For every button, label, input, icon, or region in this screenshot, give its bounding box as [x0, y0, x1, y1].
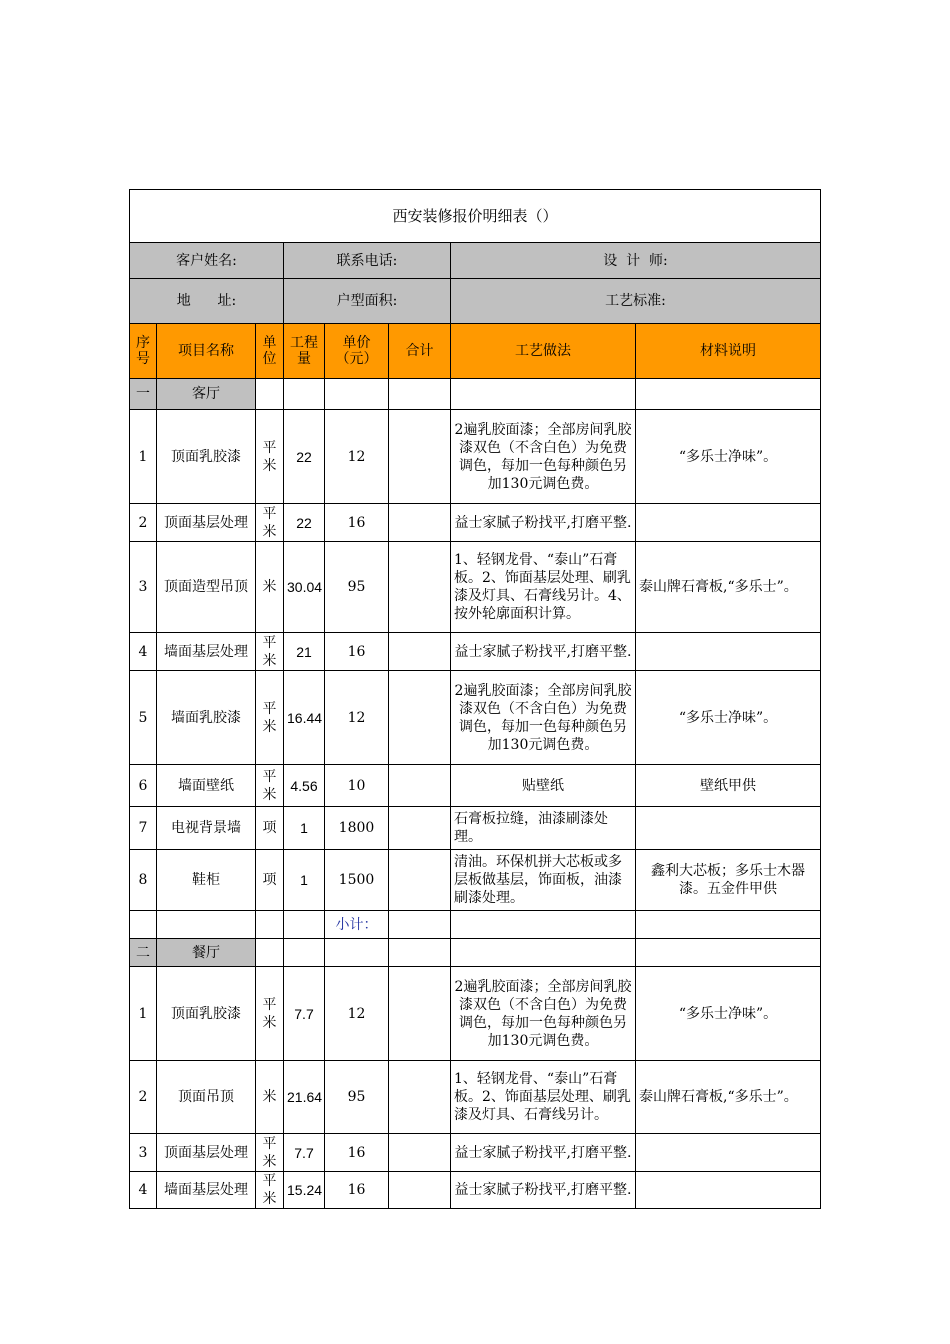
- table-cell: 平米: [256, 504, 284, 542]
- table-cell: [389, 410, 451, 504]
- table-cell: 米: [256, 542, 284, 633]
- table-cell: 平米: [256, 410, 284, 504]
- table-cell: 平米: [256, 671, 284, 765]
- table-cell: [389, 542, 451, 633]
- empty-cell: [284, 911, 325, 939]
- table-cell: 8: [130, 850, 157, 911]
- table-cell: 1: [284, 807, 325, 850]
- table-cell: 米: [256, 1061, 284, 1134]
- empty-cell: [389, 939, 451, 967]
- table-cell: 平米: [256, 765, 284, 807]
- subtotal-label: 小计：: [325, 911, 389, 939]
- table-cell: 15.24: [284, 1172, 325, 1209]
- table-cell: 1: [284, 850, 325, 911]
- table-cell: 16: [325, 633, 389, 671]
- table-cell: [389, 850, 451, 911]
- empty-cell: [636, 379, 821, 410]
- table-cell: 7.7: [284, 1134, 325, 1172]
- table-cell: 平米: [256, 967, 284, 1061]
- table-cell: 10: [325, 765, 389, 807]
- table-cell: [389, 765, 451, 807]
- table-cell: 益士家腻子粉找平,打磨平整.: [451, 1134, 636, 1172]
- empty-cell: [157, 911, 256, 939]
- empty-cell: [636, 939, 821, 967]
- table-cell: 泰山牌石膏板,“多乐士”。: [636, 542, 821, 633]
- table-cell: 1: [130, 967, 157, 1061]
- table-cell: “多乐士净味”。: [636, 410, 821, 504]
- table-cell: 泰山牌石膏板,“多乐士”。: [636, 1061, 821, 1134]
- table-cell: 6: [130, 765, 157, 807]
- table-row: [130, 1061, 821, 1134]
- section-name: 餐厅: [157, 939, 256, 967]
- table-cell: 7: [130, 807, 157, 850]
- table-row: [130, 410, 821, 504]
- header-name: 项目名称: [157, 324, 256, 379]
- table-title: 西安装修报价明细表（）: [130, 190, 821, 243]
- empty-cell: [389, 911, 451, 939]
- header-seq: 序号: [130, 324, 157, 379]
- table-cell: 12: [325, 967, 389, 1061]
- table-cell: [636, 807, 821, 850]
- table-cell: 石膏板拉缝，油漆刷漆处理。: [451, 807, 636, 850]
- table-cell: 16: [325, 1134, 389, 1172]
- table-cell: 16.44: [284, 671, 325, 765]
- table-cell: 95: [325, 1061, 389, 1134]
- table-row: [130, 1134, 821, 1172]
- table-cell: 95: [325, 542, 389, 633]
- table-cell: 2遍乳胶面漆；全部房间乳胶漆双色（不含白色）为免费调色，每加一色每种颜色另加130元调色费。: [451, 410, 636, 504]
- table-cell: [636, 504, 821, 542]
- table-cell: 4: [130, 633, 157, 671]
- table-row: [130, 765, 821, 807]
- table-cell: 12: [325, 671, 389, 765]
- table-cell: 顶面乳胶漆: [157, 967, 256, 1061]
- header-price: 单价（元）: [325, 324, 389, 379]
- table-cell: “多乐士净味”。: [636, 967, 821, 1061]
- table-cell: 顶面吊顶: [157, 1061, 256, 1134]
- quote-table: [129, 189, 821, 1209]
- table-cell: 3: [130, 542, 157, 633]
- table-cell: 1、轻钢龙骨、“泰山”石膏板。2、饰面基层处理、刷乳漆及灯具、石膏线另计。4、按外轮廓面积计算。: [451, 542, 636, 633]
- table-row: [130, 967, 821, 1061]
- empty-cell: [451, 939, 636, 967]
- table-cell: 1500: [325, 850, 389, 911]
- empty-cell: [284, 379, 325, 410]
- header-unit: 单位: [256, 324, 284, 379]
- table-cell: 22: [284, 504, 325, 542]
- table-row: [130, 633, 821, 671]
- table-cell: 益士家腻子粉找平,打磨平整.: [451, 633, 636, 671]
- table-cell: 5: [130, 671, 157, 765]
- header-material: 材料说明: [636, 324, 821, 379]
- empty-cell: [130, 911, 157, 939]
- empty-cell: [389, 379, 451, 410]
- table-cell: 项: [256, 807, 284, 850]
- section-name: 客厅: [157, 379, 256, 410]
- table-cell: 贴壁纸: [451, 765, 636, 807]
- table-cell: [389, 671, 451, 765]
- area-label: 户型面积:: [284, 279, 451, 324]
- table-cell: 清油。环保机拼大芯板或多层板做基层，饰面板，油漆刷漆处理。: [451, 850, 636, 911]
- table-cell: 益士家腻子粉找平,打磨平整.: [451, 504, 636, 542]
- table-row: [130, 542, 821, 633]
- table-cell: 1、轻钢龙骨、“泰山”石膏板。2、饰面基层处理、刷乳漆及灯具、石膏线另计。: [451, 1061, 636, 1134]
- table-cell: 21: [284, 633, 325, 671]
- standard-label: 工艺标准:: [451, 279, 821, 324]
- empty-cell: [325, 379, 389, 410]
- table-cell: “多乐士净味”。: [636, 671, 821, 765]
- header-craft: 工艺做法: [451, 324, 636, 379]
- table-cell: [389, 967, 451, 1061]
- empty-cell: [256, 911, 284, 939]
- table-cell: 2: [130, 504, 157, 542]
- table-cell: [389, 1061, 451, 1134]
- table-cell: 30.04: [284, 542, 325, 633]
- table-cell: 壁纸甲供: [636, 765, 821, 807]
- table-cell: 平米: [256, 633, 284, 671]
- designer-label: 设 计 师:: [451, 243, 821, 279]
- table-cell: 墙面基层处理: [157, 633, 256, 671]
- table-cell: 22: [284, 410, 325, 504]
- table-cell: 墙面乳胶漆: [157, 671, 256, 765]
- table-cell: [636, 1172, 821, 1209]
- section-index: 二: [130, 939, 157, 967]
- table-cell: 顶面基层处理: [157, 504, 256, 542]
- table-cell: 4.56: [284, 765, 325, 807]
- table-cell: 16: [325, 504, 389, 542]
- table-row: [130, 850, 821, 911]
- table-cell: 16: [325, 1172, 389, 1209]
- address-label: 地 址:: [130, 279, 284, 324]
- empty-cell: [636, 911, 821, 939]
- table-cell: 鑫利大芯板；多乐士木器漆。五金件甲供: [636, 850, 821, 911]
- table-row: [130, 807, 821, 850]
- header-qty: 工程量: [284, 324, 325, 379]
- table-cell: 平米: [256, 1172, 284, 1209]
- table-cell: [389, 807, 451, 850]
- table-cell: 2遍乳胶面漆；全部房间乳胶漆双色（不含白色）为免费调色，每加一色每种颜色另加130元调色费。: [451, 967, 636, 1061]
- table-cell: 顶面基层处理: [157, 1134, 256, 1172]
- table-cell: 墙面壁纸: [157, 765, 256, 807]
- table-cell: 1800: [325, 807, 389, 850]
- table-cell: 顶面造型吊顶: [157, 542, 256, 633]
- table-cell: 7.7: [284, 967, 325, 1061]
- table-cell: [389, 1134, 451, 1172]
- phone-label: 联系电话:: [284, 243, 451, 279]
- empty-cell: [284, 939, 325, 967]
- table-cell: 墙面基层处理: [157, 1172, 256, 1209]
- empty-cell: [325, 939, 389, 967]
- table-cell: 21.64: [284, 1061, 325, 1134]
- empty-cell: [256, 379, 284, 410]
- table-cell: [636, 633, 821, 671]
- table-cell: 鞋柜: [157, 850, 256, 911]
- table-cell: [389, 1172, 451, 1209]
- table-row: [130, 504, 821, 542]
- table-cell: 4: [130, 1172, 157, 1209]
- table-cell: 2: [130, 1061, 157, 1134]
- table-cell: [636, 1134, 821, 1172]
- table-cell: 3: [130, 1134, 157, 1172]
- header-total: 合计: [389, 324, 451, 379]
- table-row: [130, 671, 821, 765]
- table-row: [130, 1172, 821, 1209]
- empty-cell: [451, 911, 636, 939]
- table-cell: 项: [256, 850, 284, 911]
- empty-cell: [451, 379, 636, 410]
- table-cell: 益士家腻子粉找平,打磨平整.: [451, 1172, 636, 1209]
- section-index: 一: [130, 379, 157, 410]
- customer-name-label: 客户姓名:: [130, 243, 284, 279]
- table-cell: 12: [325, 410, 389, 504]
- table-cell: 2遍乳胶面漆；全部房间乳胶漆双色（不含白色）为免费调色，每加一色每种颜色另加130元调色费。: [451, 671, 636, 765]
- table-cell: [389, 633, 451, 671]
- table-cell: 顶面乳胶漆: [157, 410, 256, 504]
- empty-cell: [256, 939, 284, 967]
- table-cell: [389, 504, 451, 542]
- table-cell: 平米: [256, 1134, 284, 1172]
- table-cell: 电视背景墙: [157, 807, 256, 850]
- table-cell: 1: [130, 410, 157, 504]
